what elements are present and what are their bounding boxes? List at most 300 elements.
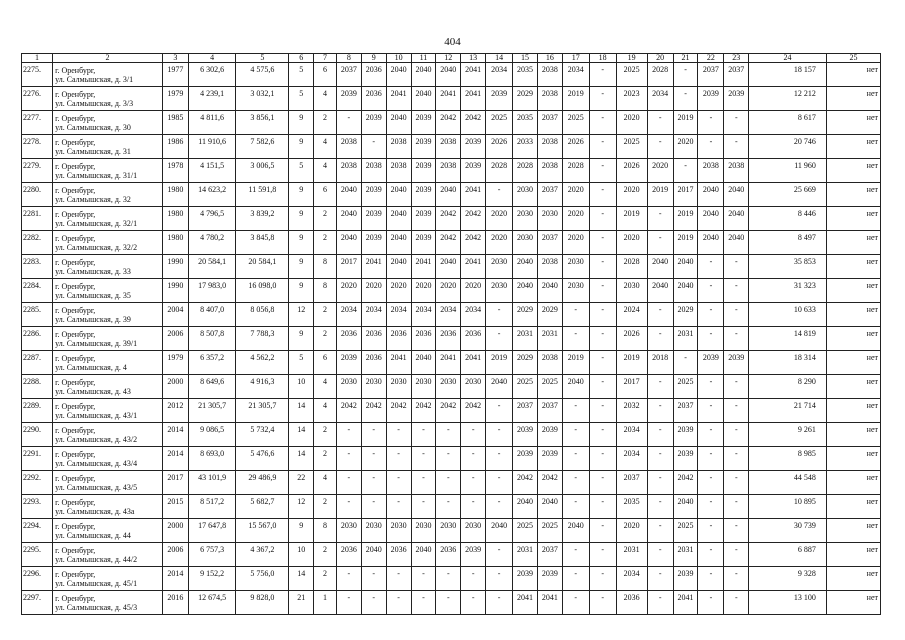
column-number: 19	[616, 54, 647, 63]
cell-19: 2037	[616, 471, 647, 495]
cell-21: 2039	[673, 567, 698, 591]
address-city: г. Оренбург,	[55, 89, 96, 99]
cell-11: 2039	[411, 207, 436, 231]
cell-19: 2020	[616, 519, 647, 543]
address-cell	[53, 183, 163, 207]
cell-16: 2040	[537, 279, 562, 303]
cell-12: 2036	[436, 543, 461, 567]
table-row	[22, 423, 881, 447]
cell-10: -	[386, 567, 411, 591]
cell-6: 9	[289, 231, 314, 255]
cell-22: -	[698, 423, 724, 447]
cell-6: 9	[289, 327, 314, 351]
cell-18: -	[589, 423, 616, 447]
cell-3: 1977	[162, 63, 188, 87]
cell-13: 2041	[461, 183, 486, 207]
cell-10: 2040	[386, 183, 411, 207]
cell-13: 2030	[461, 519, 486, 543]
cell-6: 10	[289, 543, 314, 567]
column-number: 3	[162, 54, 188, 63]
cell-25: нет	[826, 543, 880, 567]
column-number: 6	[289, 54, 314, 63]
row-number: 2278.	[22, 135, 53, 159]
row-number: 2282.	[22, 231, 53, 255]
cell-22: -	[698, 135, 724, 159]
cell-17: -	[562, 447, 589, 471]
cell-12: 2040	[436, 183, 461, 207]
cell-25: нет	[826, 159, 880, 183]
cell-24: 35 853	[749, 255, 827, 279]
cell-15: 2030	[513, 207, 538, 231]
cell-20: -	[647, 471, 673, 495]
address-street: ул. Салмышская, д. 3/3	[55, 98, 134, 108]
cell-11: -	[411, 447, 436, 471]
cell-4: 8 517,2	[188, 495, 236, 519]
cell-23: -	[724, 327, 749, 351]
cell-4: 20 584,1	[188, 255, 236, 279]
cell-5: 20 584,1	[236, 255, 289, 279]
cell-9: 2036	[361, 63, 386, 87]
cell-5: 29 486,9	[236, 471, 289, 495]
address-city: г. Оренбург,	[55, 137, 96, 147]
cell-21: 2042	[673, 471, 698, 495]
cell-12: -	[436, 495, 461, 519]
cell-10: 2030	[386, 519, 411, 543]
cell-3: 1979	[162, 351, 188, 375]
cell-18: -	[589, 351, 616, 375]
cell-25: нет	[826, 375, 880, 399]
cell-25: нет	[826, 255, 880, 279]
cell-17: 2019	[562, 87, 589, 111]
address-cell	[53, 63, 163, 87]
cell-14: 2019	[486, 351, 513, 375]
row-number: 2284.	[22, 279, 53, 303]
cell-8: 2039	[336, 87, 361, 111]
cell-19: 2032	[616, 399, 647, 423]
cell-3: 2012	[162, 399, 188, 423]
cell-22: 2040	[698, 183, 724, 207]
cell-21: 2040	[673, 495, 698, 519]
cell-25: нет	[826, 111, 880, 135]
cell-7: 8	[314, 255, 337, 279]
cell-22: -	[698, 567, 724, 591]
cell-11: -	[411, 471, 436, 495]
address-cell	[53, 303, 163, 327]
cell-19: 2024	[616, 303, 647, 327]
cell-10: 2041	[386, 87, 411, 111]
cell-23: -	[724, 423, 749, 447]
cell-20: 2040	[647, 279, 673, 303]
cell-5: 3 032,1	[236, 87, 289, 111]
cell-15: 2040	[513, 495, 538, 519]
cell-11: 2039	[411, 135, 436, 159]
cell-4: 4 811,6	[188, 111, 236, 135]
cell-16: 2039	[537, 447, 562, 471]
cell-3: 1980	[162, 231, 188, 255]
cell-4: 4 239,1	[188, 87, 236, 111]
cell-11: -	[411, 423, 436, 447]
cell-21: 2019	[673, 111, 698, 135]
cell-12: 2042	[436, 231, 461, 255]
cell-22: -	[698, 543, 724, 567]
address-street: ул. Салмышская, д. 43/2	[55, 434, 138, 444]
cell-4: 14 623,2	[188, 183, 236, 207]
address-street: ул. Салмышская, д. 32/1	[55, 218, 138, 228]
address-street: ул. Салмышская, д. 43/1	[55, 410, 138, 420]
cell-10: 2041	[386, 351, 411, 375]
cell-15: 2040	[513, 255, 538, 279]
cell-23: -	[724, 567, 749, 591]
cell-16: 2025	[537, 519, 562, 543]
cell-21: 2039	[673, 447, 698, 471]
cell-20: -	[647, 231, 673, 255]
cell-11: 2041	[411, 255, 436, 279]
cell-8: 2030	[336, 519, 361, 543]
cell-24: 9 328	[749, 567, 827, 591]
cell-20: -	[647, 135, 673, 159]
cell-9: 2036	[361, 351, 386, 375]
cell-13: 2036	[461, 327, 486, 351]
cell-8: 2036	[336, 327, 361, 351]
cell-21: 2019	[673, 207, 698, 231]
cell-6: 12	[289, 303, 314, 327]
column-number: 7	[314, 54, 337, 63]
cell-8: 2038	[336, 159, 361, 183]
cell-11: -	[411, 567, 436, 591]
cell-25: нет	[826, 231, 880, 255]
cell-16: 2037	[537, 183, 562, 207]
housing-table	[21, 53, 881, 615]
cell-11: 2042	[411, 399, 436, 423]
cell-17: -	[562, 567, 589, 591]
table-row	[22, 519, 881, 543]
cell-12: 2020	[436, 279, 461, 303]
cell-17: 2020	[562, 183, 589, 207]
cell-13: 2042	[461, 399, 486, 423]
address-street: ул. Салмышская, д. 31/1	[55, 170, 138, 180]
cell-9: 2030	[361, 375, 386, 399]
cell-21: 2020	[673, 135, 698, 159]
cell-18: -	[589, 519, 616, 543]
cell-14: -	[486, 303, 513, 327]
address-cell	[53, 591, 163, 615]
column-number: 9	[361, 54, 386, 63]
cell-23: -	[724, 111, 749, 135]
cell-10: 2040	[386, 207, 411, 231]
cell-20: -	[647, 567, 673, 591]
cell-23: -	[724, 591, 749, 615]
cell-5: 4 367,2	[236, 543, 289, 567]
cell-6: 21	[289, 591, 314, 615]
column-number: 10	[386, 54, 411, 63]
cell-8: 2017	[336, 255, 361, 279]
cell-3: 1978	[162, 159, 188, 183]
cell-22: 2040	[698, 207, 724, 231]
cell-16: 2041	[537, 591, 562, 615]
address-street: ул. Салмышская, д. 39/1	[55, 338, 138, 348]
cell-11: 2039	[411, 231, 436, 255]
row-number: 2286.	[22, 327, 53, 351]
cell-20: -	[647, 495, 673, 519]
cell-11: 2040	[411, 87, 436, 111]
address-cell	[53, 279, 163, 303]
cell-17: 2040	[562, 519, 589, 543]
cell-21: 2040	[673, 255, 698, 279]
row-number: 2288.	[22, 375, 53, 399]
address-cell	[53, 159, 163, 183]
row-number: 2285.	[22, 303, 53, 327]
cell-21: 2039	[673, 423, 698, 447]
cell-7: 8	[314, 279, 337, 303]
cell-6: 5	[289, 351, 314, 375]
cell-16: 2038	[537, 87, 562, 111]
cell-14: -	[486, 543, 513, 567]
table-row	[22, 543, 881, 567]
cell-5: 5 732,4	[236, 423, 289, 447]
cell-19: 2028	[616, 255, 647, 279]
cell-10: -	[386, 423, 411, 447]
cell-10: 2040	[386, 111, 411, 135]
cell-14: -	[486, 423, 513, 447]
cell-10: 2034	[386, 303, 411, 327]
cell-18: -	[589, 447, 616, 471]
cell-6: 10	[289, 375, 314, 399]
cell-14: 2039	[486, 87, 513, 111]
row-number: 2291.	[22, 447, 53, 471]
cell-15: 2035	[513, 111, 538, 135]
cell-3: 1986	[162, 135, 188, 159]
cell-16: 2025	[537, 375, 562, 399]
cell-9: 2038	[361, 159, 386, 183]
cell-7: 2	[314, 495, 337, 519]
cell-16: 2038	[537, 351, 562, 375]
cell-15: 2039	[513, 423, 538, 447]
cell-15: 2039	[513, 447, 538, 471]
cell-18: -	[589, 303, 616, 327]
cell-23: -	[724, 447, 749, 471]
cell-24: 18 157	[749, 63, 827, 87]
column-number: 13	[461, 54, 486, 63]
cell-7: 2	[314, 327, 337, 351]
cell-3: 2006	[162, 327, 188, 351]
table-row	[22, 255, 881, 279]
cell-25: нет	[826, 399, 880, 423]
address-street: ул. Салмышская, д. 39	[55, 314, 131, 324]
cell-8: 2040	[336, 231, 361, 255]
cell-5: 21 305,7	[236, 399, 289, 423]
cell-3: 2004	[162, 303, 188, 327]
cell-11: 2040	[411, 351, 436, 375]
row-number: 2297.	[22, 591, 53, 615]
cell-4: 17 983,0	[188, 279, 236, 303]
table-row	[22, 279, 881, 303]
cell-23: -	[724, 255, 749, 279]
cell-20: -	[647, 591, 673, 615]
cell-23: -	[724, 303, 749, 327]
cell-17: 2030	[562, 279, 589, 303]
column-number: 14	[486, 54, 513, 63]
table-row	[22, 399, 881, 423]
cell-7: 2	[314, 567, 337, 591]
cell-21: 2037	[673, 399, 698, 423]
cell-5: 5 476,6	[236, 447, 289, 471]
cell-7: 2	[314, 447, 337, 471]
cell-11: 2039	[411, 159, 436, 183]
address-cell	[53, 519, 163, 543]
cell-14: 2020	[486, 231, 513, 255]
cell-9: 2036	[361, 87, 386, 111]
address-city: г. Оренбург,	[55, 161, 96, 171]
cell-18: -	[589, 543, 616, 567]
cell-25: нет	[826, 519, 880, 543]
cell-16: 2038	[537, 255, 562, 279]
row-number: 2295.	[22, 543, 53, 567]
cell-24: 21 714	[749, 399, 827, 423]
table-row	[22, 351, 881, 375]
cell-8: -	[336, 591, 361, 615]
cell-24: 8 446	[749, 207, 827, 231]
cell-22: -	[698, 111, 724, 135]
cell-14: -	[486, 567, 513, 591]
cell-12: 2038	[436, 159, 461, 183]
column-number: 8	[336, 54, 361, 63]
cell-17: 2026	[562, 135, 589, 159]
cell-24: 9 261	[749, 423, 827, 447]
cell-25: нет	[826, 495, 880, 519]
cell-9: -	[361, 567, 386, 591]
cell-4: 12 674,5	[188, 591, 236, 615]
address-cell	[53, 135, 163, 159]
column-number: 1	[22, 54, 53, 63]
cell-18: -	[589, 207, 616, 231]
cell-6: 14	[289, 423, 314, 447]
cell-25: нет	[826, 591, 880, 615]
address-city: г. Оренбург,	[55, 569, 96, 579]
address-city: г. Оренбург,	[55, 233, 96, 243]
cell-9: -	[361, 471, 386, 495]
cell-5: 4 575,6	[236, 63, 289, 87]
cell-3: 2000	[162, 375, 188, 399]
cell-14: -	[486, 471, 513, 495]
cell-8: -	[336, 447, 361, 471]
address-city: г. Оренбург,	[55, 593, 96, 603]
address-city: г. Оренбург,	[55, 401, 96, 411]
cell-14: 2025	[486, 111, 513, 135]
cell-5: 4 562,2	[236, 351, 289, 375]
cell-23: -	[724, 375, 749, 399]
column-number: 16	[537, 54, 562, 63]
cell-21: -	[673, 351, 698, 375]
cell-12: 2042	[436, 207, 461, 231]
cell-4: 8 693,0	[188, 447, 236, 471]
cell-13: -	[461, 567, 486, 591]
cell-13: -	[461, 423, 486, 447]
cell-7: 4	[314, 399, 337, 423]
address-cell	[53, 423, 163, 447]
column-number: 11	[411, 54, 436, 63]
cell-9: 2039	[361, 111, 386, 135]
cell-17: 2020	[562, 231, 589, 255]
cell-4: 43 101,9	[188, 471, 236, 495]
cell-11: 2039	[411, 111, 436, 135]
cell-25: нет	[826, 279, 880, 303]
cell-18: -	[589, 63, 616, 87]
cell-13: -	[461, 591, 486, 615]
cell-11: 2020	[411, 279, 436, 303]
cell-19: 2031	[616, 543, 647, 567]
address-street: ул. Салмышская, д. 32/2	[55, 242, 138, 252]
cell-13: 2020	[461, 279, 486, 303]
cell-15: 2031	[513, 543, 538, 567]
address-city: г. Оренбург,	[55, 257, 96, 267]
cell-11: 2030	[411, 375, 436, 399]
cell-11: 2040	[411, 543, 436, 567]
cell-18: -	[589, 495, 616, 519]
cell-7: 2	[314, 543, 337, 567]
cell-3: 2014	[162, 447, 188, 471]
cell-18: -	[589, 279, 616, 303]
address-city: г. Оренбург,	[55, 185, 96, 195]
cell-12: -	[436, 591, 461, 615]
table-row	[22, 183, 881, 207]
cell-23: 2039	[724, 87, 749, 111]
address-city: г. Оренбург,	[55, 497, 96, 507]
cell-19: 2026	[616, 159, 647, 183]
cell-18: -	[589, 471, 616, 495]
cell-20: 2020	[647, 159, 673, 183]
cell-15: 2033	[513, 135, 538, 159]
cell-19: 2034	[616, 447, 647, 471]
cell-15: 2030	[513, 231, 538, 255]
cell-16: 2029	[537, 303, 562, 327]
cell-21: 2040	[673, 279, 698, 303]
cell-13: 2041	[461, 255, 486, 279]
cell-18: -	[589, 399, 616, 423]
cell-22: 2039	[698, 351, 724, 375]
cell-22: -	[698, 375, 724, 399]
cell-7: 6	[314, 63, 337, 87]
cell-9: -	[361, 495, 386, 519]
address-street: ул. Салмышская, д. 44/2	[55, 554, 138, 564]
cell-12: 2030	[436, 375, 461, 399]
cell-15: 2041	[513, 591, 538, 615]
cell-15: 2042	[513, 471, 538, 495]
address-city: г. Оренбург,	[55, 377, 96, 387]
cell-13: -	[461, 471, 486, 495]
cell-10: -	[386, 591, 411, 615]
cell-19: 2036	[616, 591, 647, 615]
address-street: ул. Салмышская, д. 45/1	[55, 578, 138, 588]
address-cell	[53, 399, 163, 423]
address-city: г. Оренбург,	[55, 449, 96, 459]
cell-23: 2040	[724, 207, 749, 231]
cell-4: 8 649,6	[188, 375, 236, 399]
cell-17: 2034	[562, 63, 589, 87]
cell-16: 2038	[537, 159, 562, 183]
cell-19: 2034	[616, 423, 647, 447]
cell-9: -	[361, 423, 386, 447]
cell-22: -	[698, 591, 724, 615]
cell-19: 2020	[616, 183, 647, 207]
column-number: 20	[647, 54, 673, 63]
cell-17: 2028	[562, 159, 589, 183]
row-number: 2290.	[22, 423, 53, 447]
address-cell	[53, 543, 163, 567]
cell-20: -	[647, 303, 673, 327]
cell-15: 2037	[513, 399, 538, 423]
cell-19: 2017	[616, 375, 647, 399]
cell-23: -	[724, 279, 749, 303]
